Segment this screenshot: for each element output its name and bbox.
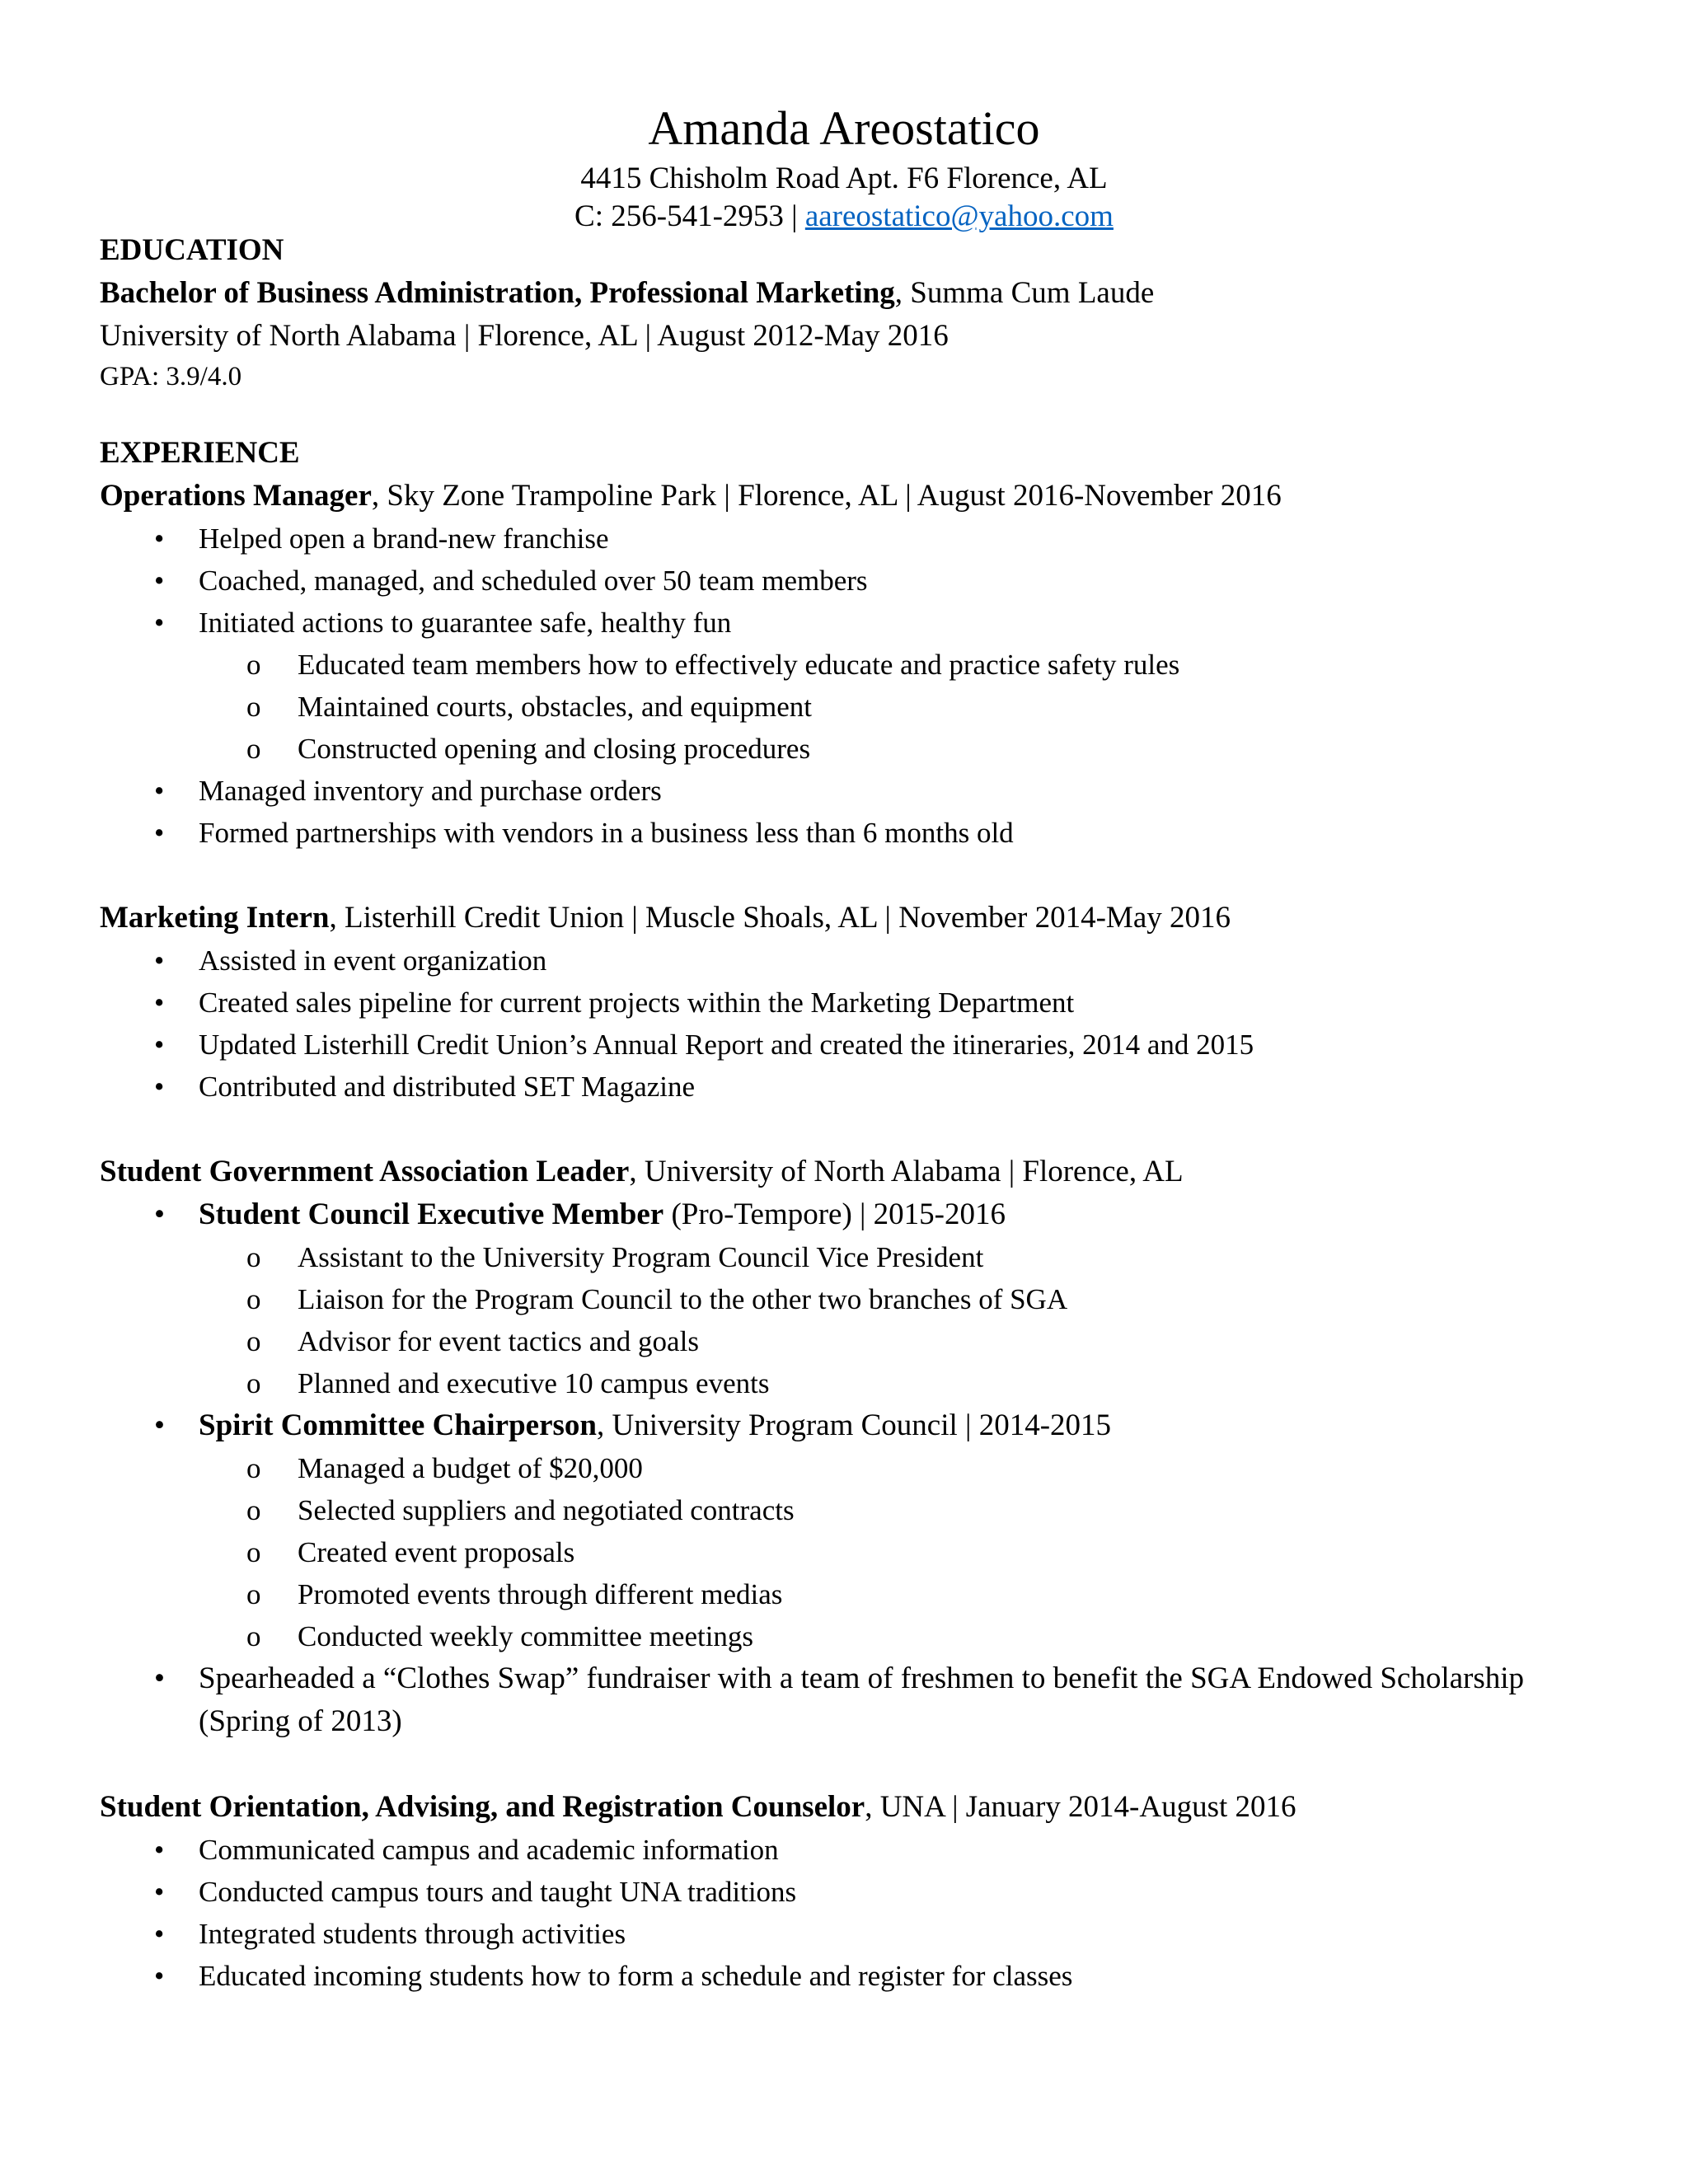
sub-list-item: o Liaison for the Program Council to the other two branches of SGA — [100, 1278, 1608, 1320]
sub-list-item: o Conducted weekly committee meetings — [100, 1615, 1608, 1657]
experience-heading: EXPERIENCE — [100, 436, 300, 470]
job-title-line — [100, 897, 1608, 940]
degree: Bachelor of Business Administration, Professional Marketing — [100, 276, 895, 310]
list-item: • Assisted in event organization — [100, 940, 1608, 982]
phone: C: 256-541-2953 | — [574, 199, 805, 233]
list-item: • Coached, managed, and scheduled over 50 team members — [100, 560, 1608, 602]
job-bullets — [100, 940, 1608, 1108]
job-title-line — [100, 1151, 1608, 1193]
list-item: • Updated Listerhill Credit Union’s Annual Report and created the itineraries, 2014 and 2015 — [100, 1024, 1608, 1066]
role-detail: (Pro-Tempore) | 2015-2016 — [663, 1197, 1006, 1231]
sub-list-item: o Advisor for event tactics and goals — [100, 1320, 1608, 1362]
job-detail: , University of North Alabama | Florence, AL — [629, 1155, 1184, 1188]
role-title: Student Council Executive Member — [199, 1197, 664, 1231]
sub-list-item: o Educated team members how to effectively educate and practice safety rules — [100, 644, 1608, 686]
sub-list-item: o Planned and executive 10 campus events — [100, 1362, 1608, 1404]
role-detail: , University Program Council | 2014-2015 — [597, 1408, 1112, 1442]
honors: , Summa Cum Laude — [894, 276, 1155, 310]
job-bullets — [100, 1193, 1608, 1743]
sub-list-item: o Maintained courts, obstacles, and equipment — [100, 686, 1608, 728]
list-item: • Contributed and distributed SET Magazine — [100, 1066, 1608, 1108]
list-item: • Created sales pipeline for current projects within the Marketing Department — [100, 982, 1608, 1024]
job-title-line — [100, 475, 1608, 518]
job-title: Operations Manager — [100, 479, 372, 513]
sub-list-item: o Selected suppliers and negotiated contracts — [100, 1489, 1608, 1531]
list-item: • Helped open a brand-new franchise — [100, 518, 1608, 560]
list-item: • Formed partnerships with vendors in a business less than 6 months old — [100, 812, 1608, 854]
job-title-line — [100, 1786, 1608, 1829]
role-item — [100, 1404, 1608, 1447]
job-detail: , UNA | January 2014-August 2016 — [865, 1790, 1296, 1824]
job-title: Student Government Association Leader — [100, 1155, 630, 1188]
job-bullets — [100, 1829, 1608, 1997]
candidate-name: Amanda Areostatico — [648, 101, 1040, 155]
list-item: • Initiated actions to guarantee safe, healthy fun — [100, 602, 1608, 644]
role-item — [100, 1193, 1608, 1236]
role-title: Spirit Committee Chairperson — [199, 1408, 597, 1442]
email-link[interactable]: aareostatico@yahoo.com — [804, 199, 1114, 233]
degree-line — [100, 272, 1608, 315]
address: 4415 Chisholm Road Apt. F6 Florence, AL — [580, 162, 1108, 195]
list-item: • Communicated campus and academic information — [100, 1829, 1608, 1871]
resume-header — [0, 97, 1688, 236]
sub-list-item: o Managed a budget of $20,000 — [100, 1447, 1608, 1489]
gpa: GPA: 3.9/4.0 — [100, 362, 242, 391]
sub-list-item: o Promoted events through different medias — [100, 1573, 1608, 1615]
sub-list-item: o Assistant to the University Program Council Vice President — [100, 1236, 1608, 1278]
sub-list-item: o Created event proposals — [100, 1531, 1608, 1573]
job-detail: , Sky Zone Trampoline Park | Florence, AL | August 2016-November 2016 — [371, 479, 1282, 513]
list-item: • Spearheaded a “Clothes Swap” fundraiser with a team of freshmen to benefit the SGA Endowed Scholarship (Spring of 2013) — [100, 1657, 1567, 1743]
job-title: Marketing Intern — [100, 901, 330, 935]
education-heading: EDUCATION — [100, 233, 284, 267]
job-bullets — [100, 518, 1608, 854]
job-title: Student Orientation, Advising, and Registration Counselor — [100, 1790, 865, 1824]
list-item: • Managed inventory and purchase orders — [100, 770, 1608, 812]
sub-list-item: o Constructed opening and closing procedures — [100, 728, 1608, 770]
list-item: • Conducted campus tours and taught UNA traditions — [100, 1871, 1608, 1913]
list-item: • Educated incoming students how to form a schedule and register for classes — [100, 1955, 1608, 1997]
list-item: • Integrated students through activities — [100, 1913, 1608, 1955]
school-line: University of North Alabama | Florence, AL | August 2012-May 2016 — [100, 319, 949, 353]
job-detail: , Listerhill Credit Union | Muscle Shoals, AL | November 2014-May 2016 — [329, 901, 1231, 935]
resume-body — [100, 229, 1608, 1997]
